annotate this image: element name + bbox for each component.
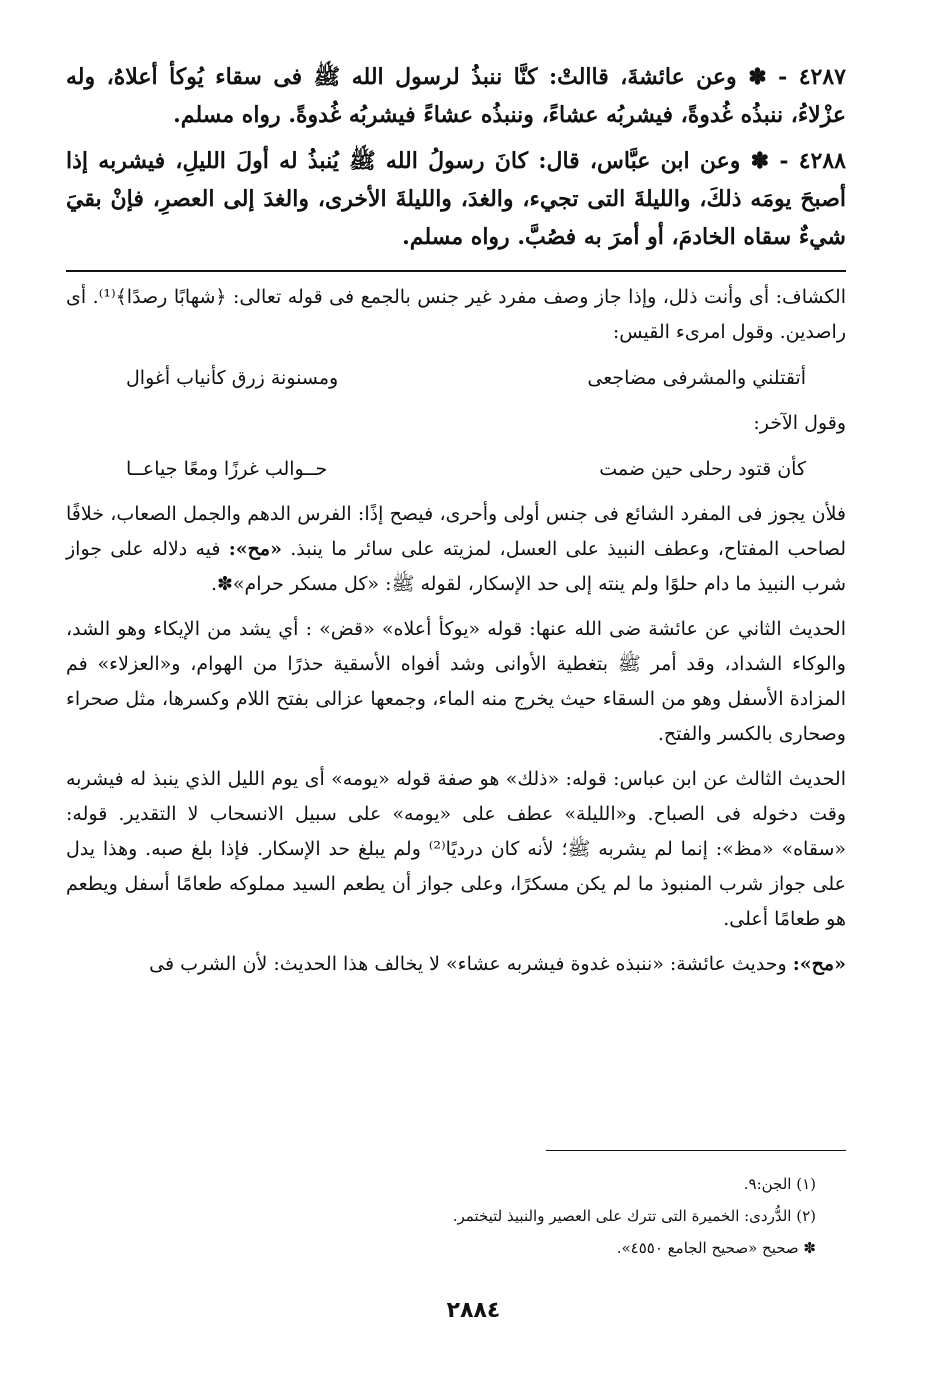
verse-hemistich-left: حــوالب غرزًا ومعًا جياعــا <box>126 458 328 480</box>
hadith-4287 <box>66 58 846 134</box>
commentary-paragraph: وقول الآخر: <box>753 412 846 434</box>
section-divider <box>66 270 846 272</box>
commentary-text: وحديث عائشة: «ننبذه غدوة فيشربه عشاء» لا يخالف هذا الحديث: لأن الشرب فى <box>149 953 787 975</box>
page-number: ٢٨٨٤ <box>446 1298 501 1323</box>
commentary-text: فلأن يجوز فى المفرد الشائع فى جنس أولى وأحرى، فيصح إذًا: الفرس الدهم والجمل الصعاب، خلافًا لصاحب المفتاح، وعطف النبيذ على العسل، لمزيته على سائر ما ينبذ. <box>66 503 846 560</box>
hadith-number: ٤٢٨٨ - ✽ <box>750 148 846 174</box>
hadith-4288 <box>66 142 846 256</box>
commentary-paragraph <box>66 497 846 602</box>
commentary-paragraph: الحديث الثالث عن ابن عباس: قوله: «ذلك» هو صفة قوله «يومه» أى يوم الليل الذي ينبذ له فيشربه وقت دخوله فى الصباح. و«الليلة» عطف على «يومه» على سبيل الانسحاب لا التقدير. قوله: «سقاه» «مظ»: إنما لم يشربه ﷺ؛ لأنه كان درديًا⁽²⁾ ولم يبلغ حد الإسكار. فإذا بلغ صبه. وهذا يدل على جواز شرب المنبوذ ما لم يكن مسكرًا، وعلى جواز أن يطعم السيد مملوكه طعامًا أسفل ويطعم هو طعامًا أعلى. <box>66 768 846 930</box>
verse-hemistich-right: كأن قتود رحلى حين ضمت <box>599 458 806 480</box>
verse-hemistich-left: ومسنونة زرق كأنياب أغوال <box>126 367 339 389</box>
footnotes <box>66 1168 816 1264</box>
hadith-text: وعن عائشةَ، قاالتْ: كنَّا ننبذُ لرسول الله ﷺ فى سقاء يُوكأ أعلاهُ، وله عزْلاءُ، ننبذُه غُدوةً، فيشربُه عشاءً، وننبذُه عشاءً فيشربُه غُدوةً. رواه مسلم. <box>66 64 846 128</box>
verse-hemistich-right: أتقتلني والمشرفى مضاجعى <box>587 367 806 389</box>
commentary-paragraph <box>66 947 846 982</box>
source-label: «مح»: <box>228 538 282 560</box>
commentary-paragraph: الحديث الثاني عن عائشة ضى الله عنها: قوله «يوكأ أعلاه» «قض» : أي يشد من الإيكاء وهو الشد، والوكاء الشداد، وقد أمر ﷺ بتغطية الأوانى وشد أفواه الأسقية حذرًا من الهوام، و«العزلاء» فم المزادة الأسفل وهو من السقاء حيث يخرج منه الماء، وجمعها عزالى بفتح اللام وكسرها، مثل صحراء وصحارى بالكسر والفتح. <box>66 618 846 745</box>
footnote-3: ✽ صحيح «صحيح الجامع ٤٥٥٠». <box>616 1239 816 1257</box>
hadith-number: ٤٢٨٧ - ✽ <box>748 64 846 90</box>
footnote-divider <box>546 1150 846 1151</box>
hadith-text: وعن ابن عبَّاس، قال: كانَ رسولُ الله ﷺ يُنبذُ له أولَ الليلِ، فيشربه إذا أصبحَ يومَه ذلكَ، والليلةَ التى تجيء، والغدَ، والليلةَ الأخرى، والغدَ إلى العصرِ، فإنْ بقيَ شيءٌ سقاه الخادمَ، أو أمرَ به فصُبَّ. رواه مسلم. <box>66 148 846 250</box>
poetry-verse <box>126 360 806 396</box>
page-body <box>66 58 846 992</box>
footnote-2: (٢) الدُّردى: الخميرة التى تترك على العصير والنبيذ لتيختمر. <box>452 1207 816 1225</box>
commentary-paragraph: الكشاف: أى وأنت ذلل، وإذا جاز وصف مفرد غير جنس بالجمع فى قوله تعالى: ﴿شهابًا رصدًا﴾⁽¹⁾. أى راصدين. وقول امرىء القيس: <box>66 286 846 343</box>
commentary-text: فيه دلاله على جواز شرب النبيذ ما دام حلوًا ولم ينته إلى حد الإسكار، لقوله ﷺ: «كل مسكر حرام»✽. <box>66 538 846 595</box>
poetry-verse <box>126 451 806 487</box>
source-label: «مح»: <box>792 953 846 975</box>
footnote-1: (١) الجن:٩. <box>743 1175 816 1193</box>
